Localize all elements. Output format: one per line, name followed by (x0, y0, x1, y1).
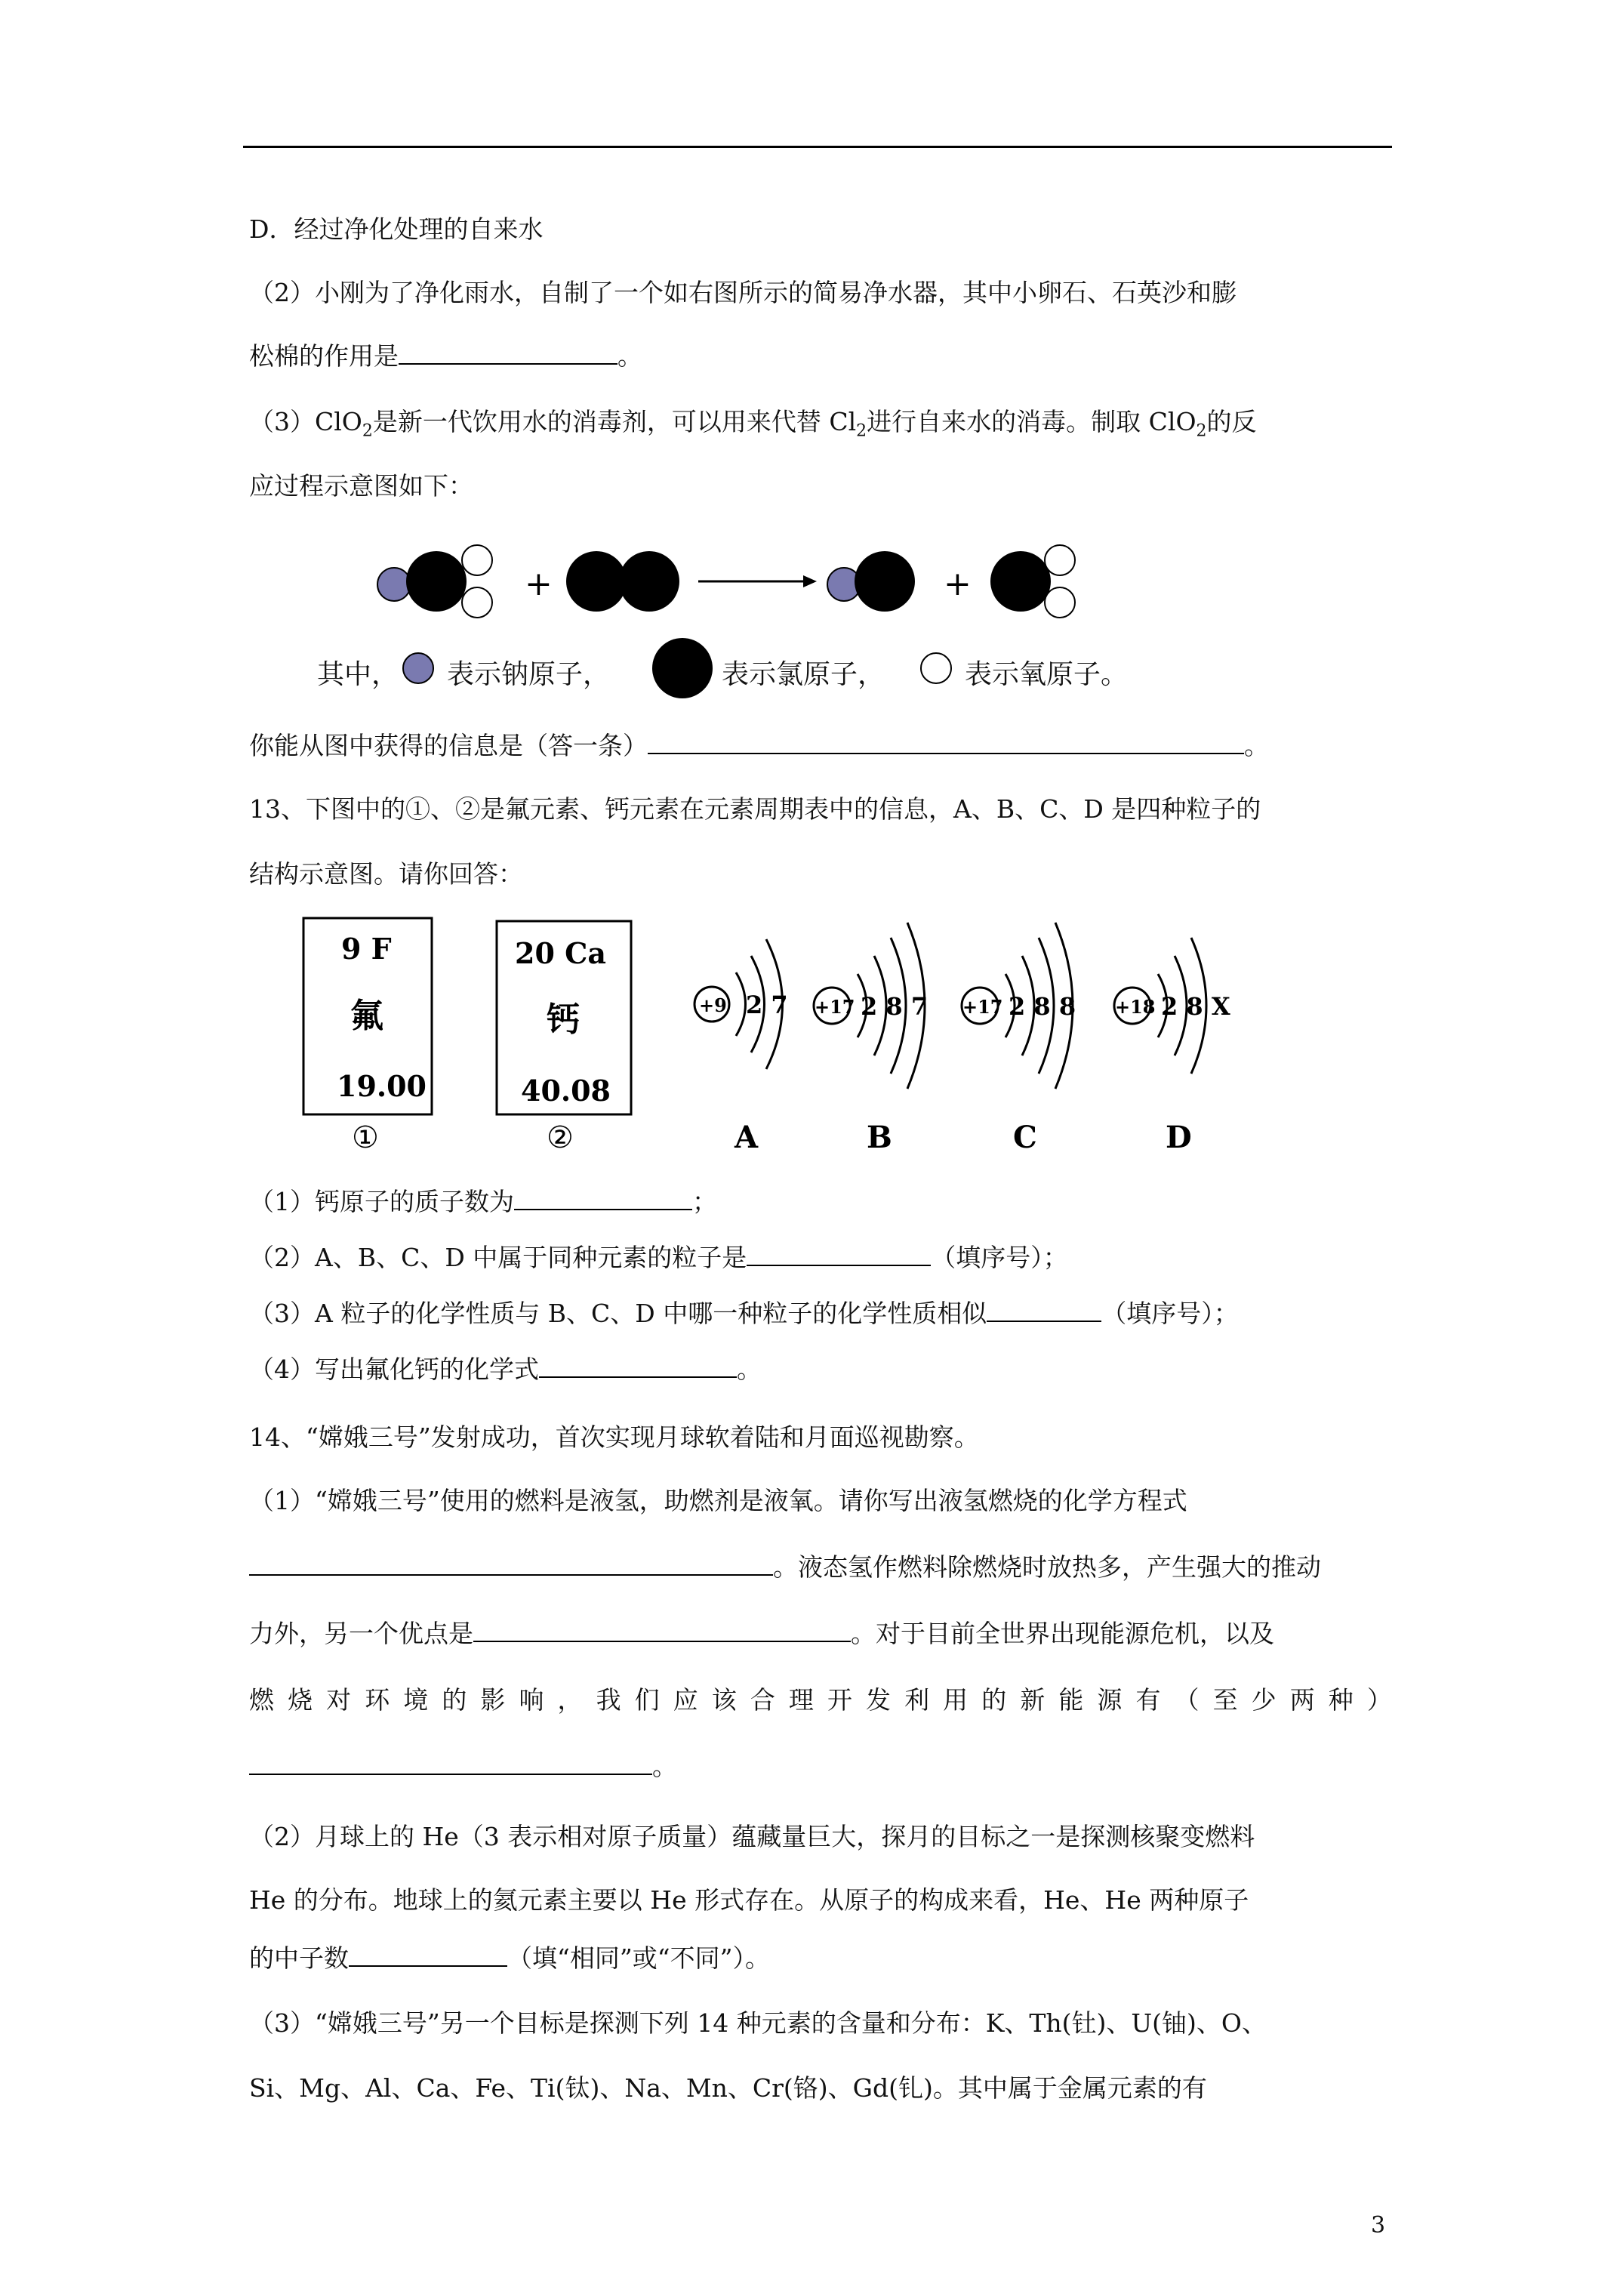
element-name: 钙 (547, 1000, 580, 1039)
option-d: D．经过净化处理的自来水 (249, 214, 544, 244)
answer-blank[interactable] (249, 1552, 773, 1576)
electron-config: 2 8 7 (861, 992, 929, 1021)
justified-char: 环 (365, 1685, 390, 1715)
svg-text:+9: +9 (699, 994, 727, 1016)
justified-char: 境 (403, 1685, 429, 1715)
q2-line2: 松棉的作用是 。 (249, 341, 642, 371)
q2-line1: （2）小刚为了净化雨水，自制了一个如右图所示的简易净水器，其中小卵石、石英沙和膨 (249, 278, 1236, 307)
justified-char: ， (557, 1685, 583, 1715)
answer-blank[interactable] (987, 1298, 1101, 1322)
chlorine-atom (619, 551, 679, 612)
justified-char: 能 (1058, 1685, 1084, 1715)
justified-char: 应 (673, 1685, 698, 1715)
justified-char: 们 (634, 1685, 660, 1715)
chlorine-atom (990, 551, 1051, 612)
chlorine-atom (855, 551, 915, 612)
justified-char: 影 (480, 1685, 506, 1715)
chlorine-legend-icon (652, 638, 713, 698)
figure-label: B (867, 1120, 892, 1155)
electron-config: 2 8 X (1161, 992, 1230, 1021)
figure-label: ① (352, 1120, 379, 1155)
header-rule (243, 146, 1392, 148)
q13-line1: 13、下图中的①、②是氟元素、钙元素在元素周期表中的信息，A、B、C、D 是四种粒子的 (249, 794, 1261, 824)
particle-b (814, 923, 928, 1155)
plus-sign: + (525, 565, 553, 603)
element-header: 20 Ca (515, 936, 606, 970)
answer-blank[interactable] (349, 1943, 507, 1967)
justified-char: 的 (442, 1685, 467, 1715)
justified-char: （ (1174, 1685, 1200, 1715)
justified-char: 利 (904, 1685, 930, 1715)
particle-c (962, 923, 1076, 1155)
q14-sub3-line1: （3）“嫦娥三号”另一个目标是探测下列 14 种元素的含量和分布：K、Th(钍)、U(铀)、O、 (249, 2008, 1267, 2038)
q3-line2: 应过程示意图如下： (249, 471, 473, 501)
justified-char: 燃 (249, 1685, 274, 1715)
q14-sub1-line1: （1）“嫦娥三号”使用的燃料是液氢，助燃剂是液氧。请你写出液氢燃烧的化学方程式 (249, 1486, 1187, 1515)
justified-char: 我 (596, 1685, 621, 1715)
q14-sub1-line4 (249, 1684, 1392, 1717)
q14-sub2-line2: He 的分布。地球上的氦元素主要以 He 形式存在。从原子的构成来看，He、He 两种原子 (249, 1885, 1249, 1915)
page-number: 3 (1371, 2212, 1386, 2239)
element-mass: 19.00 (337, 1069, 427, 1103)
justified-char: 用 (943, 1685, 969, 1715)
answer-blank[interactable] (249, 1751, 652, 1775)
justified-char: 合 (750, 1685, 775, 1715)
element-mass: 40.08 (521, 1074, 611, 1108)
q13-line2: 结构示意图。请你回答： (249, 859, 523, 889)
figure-label: ② (547, 1120, 574, 1155)
element-header: 9 F (341, 932, 392, 966)
sodium-legend-icon (403, 653, 433, 683)
justified-char: 烧 (288, 1685, 313, 1715)
oxygen-legend-icon (921, 653, 951, 683)
oxygen-atom (1045, 587, 1075, 618)
reaction-diagram (370, 529, 1095, 634)
electron-config: 2 8 8 (1009, 992, 1076, 1021)
q14-sub2-line3: 的中子数 （填“相同”或“不同”）。 (249, 1943, 770, 1973)
answer-blank[interactable] (539, 1354, 737, 1378)
justified-char: 的 (981, 1685, 1007, 1715)
element-name: 氟 (350, 997, 383, 1035)
element-figure (294, 906, 1276, 1163)
answer-blank[interactable] (514, 1186, 692, 1210)
q14-sub1-line3: 力外，另一个优点是 。对于目前全世界出现能源危机，以及 (249, 1619, 1274, 1648)
answer-blank[interactable] (648, 730, 1244, 754)
q14-sub1-line2: 。液态氢作燃料除燃烧时放热多，产生强大的推动 (249, 1551, 1321, 1584)
oxygen-atom (462, 587, 492, 618)
justified-char: ） (1366, 1685, 1392, 1715)
svg-text:+17: +17 (962, 996, 1003, 1018)
q13-sub1: （1）钙原子的质子数为 ； (249, 1187, 717, 1216)
svg-text:+18: +18 (1115, 996, 1156, 1018)
svg-text:+17: +17 (815, 996, 855, 1018)
plus-sign: + (944, 565, 972, 603)
chlorine-atom (406, 551, 467, 612)
q14-sub3-line2: Si、Mg、Al、Ca、Fe、Ti(钛)、Na、Mn、Cr(铬)、Gd(钆)。其中属于金属元素的有 (249, 2073, 1207, 2103)
arrow-head (803, 575, 817, 587)
justified-char: 源 (1097, 1685, 1123, 1715)
q3-line1: （3）ClO$_2$是新一代饮用水的消毒剂，可以用来代替 $Cl_2$进行自来水的消毒。制取 ClO$_2$的反 (249, 407, 1257, 441)
particle-a (694, 939, 788, 1155)
justified-char: 开 (827, 1685, 852, 1715)
particle-d (1114, 938, 1230, 1155)
oxygen-atom (462, 545, 492, 575)
q13-sub3: （3）A 粒子的化学性质与 B、C、D 中哪一种粒子的化学性质相似 （填序号）； (249, 1299, 1239, 1328)
oxygen-atom (1045, 545, 1075, 575)
figure-label: A (735, 1120, 759, 1155)
justified-char: 有 (1135, 1685, 1161, 1715)
electron-config: 2 7 (746, 991, 788, 1019)
answer-blank[interactable] (473, 1618, 851, 1642)
justified-char: 至 (1212, 1685, 1238, 1715)
justified-char: 两 (1289, 1685, 1315, 1715)
q13-sub2: （2）A、B、C、D 中属于同种元素的粒子是 （填序号）； (249, 1243, 1068, 1272)
justified-char: 发 (866, 1685, 891, 1715)
chlorine-atom (566, 551, 627, 612)
justified-char: 新 (1020, 1685, 1046, 1715)
justified-char: 对 (326, 1685, 352, 1715)
answer-blank[interactable] (399, 341, 617, 365)
answer-blank[interactable] (747, 1242, 931, 1266)
info-line: 你能从图中获得的信息是（答一条） 。 (249, 731, 1269, 760)
q14-title: 14、“嫦娥三号”发射成功，首次实现月球软着陆和月面巡视勘察。 (249, 1422, 979, 1452)
justified-char: 少 (1251, 1685, 1277, 1715)
q14-sub2-line1: （2）月球上的 He（3 表示相对原子质量）蕴藏量巨大，探月的目标之一是探测核聚变燃料 (249, 1822, 1255, 1851)
justified-char: 种 (1328, 1685, 1354, 1715)
figure-label: D (1166, 1120, 1192, 1155)
justified-char: 响 (519, 1685, 544, 1715)
q14-sub1-line5: 。 (249, 1750, 677, 1783)
sodium-atom (377, 568, 411, 601)
figure-label: C (1013, 1120, 1037, 1155)
q13-sub4: （4）写出氟化钙的化学式 。 (249, 1354, 762, 1384)
justified-char: 该 (711, 1685, 737, 1715)
justified-char: 理 (788, 1685, 814, 1715)
